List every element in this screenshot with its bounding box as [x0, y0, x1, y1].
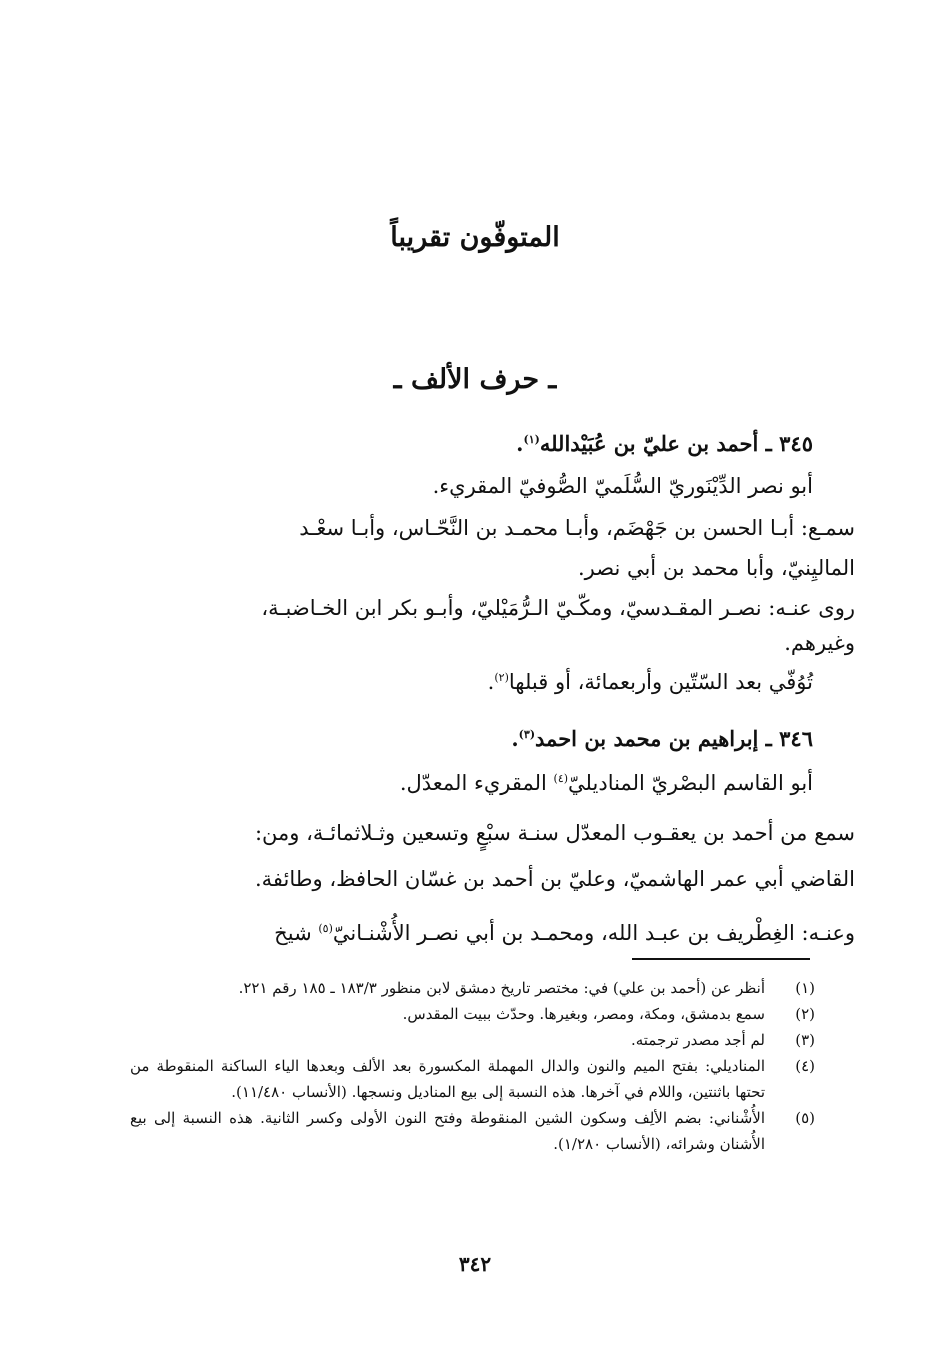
footnote-number: (٥): [795, 1109, 815, 1127]
footnote-separator: [632, 958, 810, 960]
entry-345-line-5: وغيرهم.: [784, 631, 855, 655]
entry-345-line-4: روى عنـه: نصـر المقـدسيّ، ومكّـيّ الـرُّمَيْليّ، وأبـو بكر ابن الخـاضبـة،: [261, 596, 855, 620]
entry-345-heading: [95, 420, 813, 464]
entry-346-line-2: سمع من أحمد بن يعقـوب المعدّل سنـة سبْعٍ وتسعين وثـلاثمائـة، ومن:: [254, 821, 855, 845]
entry-346-heading: [95, 715, 813, 759]
entry-346-line-1-b: المقريء المعدّل.: [399, 771, 554, 795]
entry-345: [95, 420, 855, 702]
entry-346-line-1: [95, 759, 813, 803]
footnote-number: (١): [795, 979, 815, 997]
footnote-ref-3: (٣): [518, 728, 536, 741]
entry-346: [95, 715, 855, 953]
entry-345-name: ٣٤٥ ـ أحمد بن عليّ بن عُبَيْدالله: [539, 431, 813, 456]
footnote-number: (٤): [795, 1057, 815, 1075]
footnotes: [130, 975, 815, 1157]
footnote-ref-2: (٢): [494, 671, 509, 684]
footnote-text: سمع بدمشق، ومكة، ومصر، وبغيرها. وحدّث ببيت المقدس.: [402, 1005, 765, 1023]
entry-345-line-1: أبو نصر الدِّيْنَوريّ السُّلَميّ الصُّوفيّ المقريء.: [432, 474, 813, 498]
entry-345-line-6: [95, 658, 813, 702]
entry-346-name: ٣٤٦ ـ إبراهيم بن محمد بن احمد: [535, 726, 813, 751]
section-heading: ـ حرف الألف ـ: [393, 364, 557, 395]
footnote-number: (٣): [795, 1031, 815, 1049]
footnote-text: المناديلي: بفتح الميم والنون والدال المهملة المكسورة بعد الألف وبعدها الياء الساكنة المنقوطة من تحتها باثنتين، واللام في آخرها. هذه النسبة إلى بيع المناديل ونسجها. (الأنساب ١١/٤٨٠).: [130, 1057, 765, 1101]
footnote-text: الأُشْناني: بضم الألِف وسكون الشين المنقوطة وفتح النون الأولى وكسر الثانية. هذه النسبة إلى بيع الأُشنان وشرائه، (الأنساب ١/٢٨٠).: [130, 1109, 765, 1153]
entry-345-death: تُوُفّي بعد السّتّين وأربعمائة، أو قبلها: [508, 670, 813, 694]
page-title: المتوفّون تقريباً: [390, 222, 560, 253]
entry-346-line-3: القاضي أبي عمر الهاشميّ، وعليّ بن أحمد بن غسّان الحافظ، وطائفة.: [254, 867, 855, 891]
entry-346-line-4-a: وعنـه: الغِطْريف بن عبـد الله، ومحمـد بن أبي نصـر الأُشْنـانيّ: [332, 921, 855, 945]
footnote-number: (٢): [795, 1005, 815, 1023]
footnote-ref-5: (٥): [318, 922, 333, 935]
entry-346-line-1-a: أبو القاسم البصْريّ المناديليّ: [568, 771, 813, 795]
footnote-1: [130, 975, 815, 1001]
footnote-text: لم أجد مصدر ترجمته.: [630, 1031, 765, 1049]
entry-345-line-3: الماليِنيّ، وأبا محمد بن أبي نصر.: [577, 556, 855, 580]
footnote-3: [130, 1027, 815, 1053]
footnote-2: [130, 1001, 815, 1027]
entry-345-death-end: .: [487, 670, 495, 694]
entry-346-heading-end: .: [511, 726, 519, 751]
footnote-ref-4: (٤): [553, 772, 569, 785]
footnote-text: أنظر عن (أحمد بن علي) في: مختصر تاريخ دمشق لابن منظور ١٨٣/٣ ـ ١٨٥ رقم ٢٢١.: [238, 979, 765, 997]
entry-346-line-4-b: شيخ: [274, 921, 319, 945]
footnote-5: [130, 1105, 815, 1157]
page-number: ٣٤٢: [458, 1252, 492, 1276]
entry-346-line-4: [95, 909, 855, 953]
entry-345-line-2: سمـع: أبـا الحسن بن جَهْضَم، وأبـا محمـد بن النَّحّـاس، وأبـا سعْـد: [299, 516, 855, 540]
footnote-4: [130, 1053, 815, 1105]
entry-345-heading-end: .: [516, 431, 524, 456]
footnote-ref-1: (١): [523, 433, 540, 446]
